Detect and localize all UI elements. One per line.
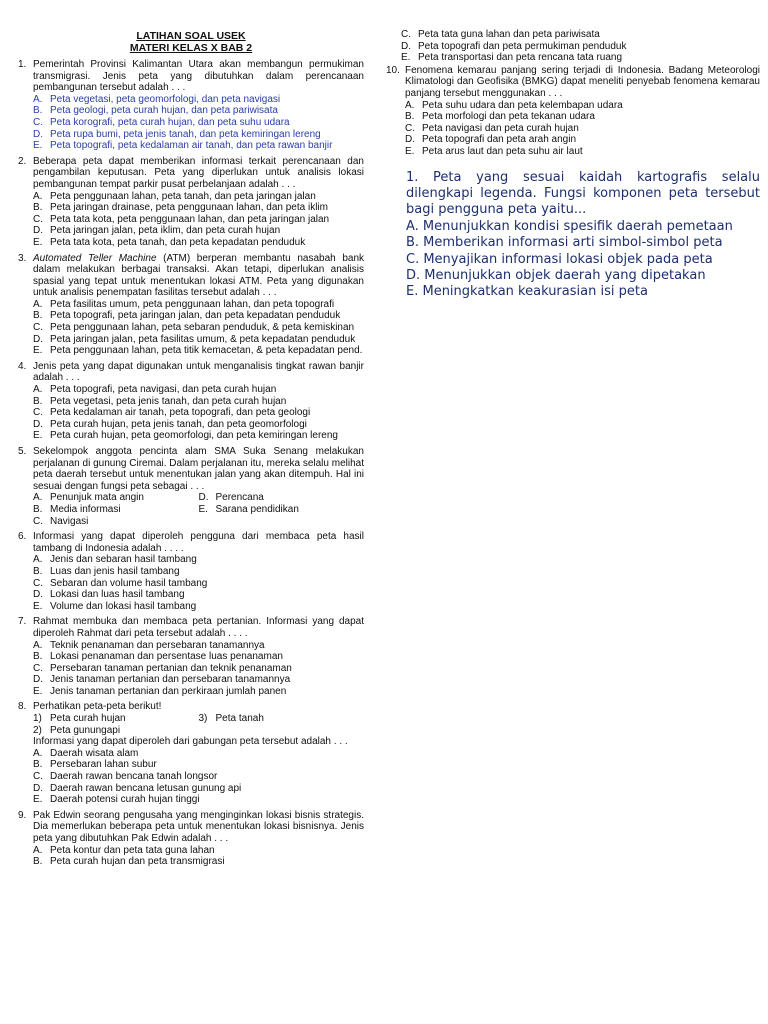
question-head bbox=[18, 446, 364, 492]
option-letter: A. bbox=[33, 384, 43, 396]
question-options bbox=[33, 384, 364, 442]
option-letter: A. bbox=[33, 298, 43, 310]
option-letter: B. bbox=[33, 310, 43, 322]
question-8 bbox=[18, 701, 364, 805]
subitem bbox=[199, 713, 365, 725]
extra-question-block bbox=[406, 170, 760, 301]
option-letter: B. bbox=[33, 759, 43, 771]
answer-option[interactable] bbox=[33, 601, 364, 613]
option-text: Peta jaringan drainase, peta penggunaan lahan, dan peta iklim bbox=[50, 202, 328, 214]
option-text: Peta topografi, peta kedalaman air tanah, dan peta rawan banjir bbox=[50, 140, 333, 152]
question-list bbox=[18, 59, 364, 868]
question-options bbox=[33, 191, 364, 249]
option-row bbox=[33, 516, 364, 528]
option-text: Peta kontur dan peta tata guna lahan bbox=[50, 844, 215, 856]
subitem-row bbox=[33, 725, 364, 737]
option-letter: D. bbox=[198, 492, 209, 504]
question-head bbox=[18, 616, 364, 639]
option-text: Sebaran dan volume hasil tambang bbox=[50, 577, 208, 589]
question-9-continued-options bbox=[401, 29, 760, 64]
question-number: 5. bbox=[18, 446, 27, 457]
option-letter: B. bbox=[33, 105, 43, 117]
option-letter: E. bbox=[33, 430, 43, 442]
answer-option[interactable] bbox=[199, 504, 365, 516]
question-text bbox=[33, 701, 364, 713]
option-letter: D. bbox=[33, 418, 43, 430]
subitem-number: 3) bbox=[198, 713, 208, 725]
answer-option[interactable] bbox=[33, 310, 364, 322]
question-text bbox=[33, 253, 364, 299]
option-letter: E. bbox=[405, 145, 415, 157]
option-text: Peta tata kota, peta penggunaan lahan, dan peta jaringan jalan bbox=[50, 213, 330, 225]
extra-answer-option[interactable]: A. Menunjukkan kondisi spesifik daerah pemetaan bbox=[406, 218, 733, 234]
option-letter: D. bbox=[401, 40, 411, 52]
subitem-number: 1) bbox=[33, 713, 42, 725]
option-text: Peta kedalaman air tanah, peta topografi, dan peta geologi bbox=[50, 407, 311, 419]
question-text bbox=[33, 156, 364, 191]
option-letter: E. bbox=[33, 140, 43, 152]
answer-option[interactable] bbox=[33, 516, 199, 528]
option-text: Peta vegetasi, peta jenis tanah, dan peta curah hujan bbox=[50, 395, 287, 407]
question-number: 4. bbox=[18, 360, 27, 372]
answer-option[interactable] bbox=[33, 140, 364, 152]
option-letter: D. bbox=[33, 333, 43, 345]
answer-option[interactable] bbox=[33, 492, 199, 504]
option-row bbox=[33, 504, 364, 516]
question-number: 3. bbox=[18, 252, 27, 264]
subitem bbox=[33, 725, 199, 737]
extra-answer-option[interactable]: B. Memberikan informasi arti simbol-simbol peta bbox=[406, 235, 723, 251]
question-text-body: Sekelompok anggota pencinta alam SMA Suka Senang melakukan perjalanan di gunung Ciremai. Dalam perjalanan itu, mereka selalu melihat peta daerah tersebut untuk menentukan jalan yang akan ditempuh. Hal ini sesuai dengan fungsi peta sebagai . . . bbox=[33, 446, 364, 492]
option-letter: A. bbox=[33, 492, 43, 504]
option-letter: C. bbox=[405, 122, 415, 134]
title-line-2: MATERI KELAS X BAB 2 bbox=[129, 42, 253, 54]
option-letter: B. bbox=[33, 565, 43, 577]
option-text: Peta penggunaan lahan, peta tanah, dan peta jaringan jalan bbox=[50, 190, 316, 202]
question-text-body: Beberapa peta dapat memberikan informasi terkait perencanaan dan pengambilan keputusan. Peta yang diperlukan untuk analisis lokasi pembangunan tempat parkir pusat perbelanjaan adalah . . . bbox=[33, 155, 364, 190]
answer-option[interactable] bbox=[33, 299, 364, 311]
question-number: 2. bbox=[18, 155, 27, 167]
answer-option[interactable] bbox=[33, 674, 364, 686]
option-text: Media informasi bbox=[50, 503, 121, 515]
answer-option[interactable] bbox=[33, 663, 364, 675]
title-line-1: LATIHAN SOAL USEK bbox=[136, 30, 246, 42]
question-options bbox=[33, 492, 364, 527]
option-text: Jenis dan sebaran hasil tambang bbox=[50, 554, 197, 566]
question-number: 7. bbox=[18, 616, 27, 628]
option-letter: C. bbox=[33, 116, 43, 128]
question-options bbox=[33, 748, 364, 806]
option-letter: E. bbox=[401, 52, 411, 64]
option-text: Perencana bbox=[215, 492, 264, 504]
option-letter: E. bbox=[33, 685, 43, 697]
answer-option[interactable] bbox=[33, 117, 364, 129]
answer-option[interactable] bbox=[401, 29, 760, 41]
question-text bbox=[33, 361, 364, 384]
answer-option[interactable] bbox=[33, 504, 199, 516]
option-text: Peta curah hujan dan peta transmigrasi bbox=[50, 856, 225, 868]
option-text: Persebaran tanaman pertanian dan teknik penanaman bbox=[50, 662, 292, 674]
option-letter: D. bbox=[33, 128, 43, 140]
question-text bbox=[33, 531, 364, 554]
question-7 bbox=[18, 616, 364, 697]
answer-option[interactable] bbox=[33, 640, 364, 652]
question-2 bbox=[18, 156, 364, 249]
option-letter: A. bbox=[33, 190, 43, 202]
option-text: Luas dan jenis hasil tambang bbox=[50, 565, 180, 577]
answer-option[interactable] bbox=[33, 237, 364, 249]
question-text-body: Informasi yang dapat diperoleh pengguna dari membaca peta hasil tambang di Indonesia adalah . . . . bbox=[33, 531, 364, 554]
option-letter: E. bbox=[33, 236, 43, 248]
subitem-number: 2) bbox=[33, 724, 42, 736]
option-letter: B. bbox=[405, 111, 415, 123]
answer-option[interactable] bbox=[33, 396, 364, 408]
subitem-row bbox=[33, 713, 364, 725]
question-text-body: Pak Edwin seorang pengusaha yang menginginkan lokasi bisnis strategis. Dia memerlukan beberapa peta untuk menentukan lokasi bisnisnya. Jenis peta yang dibutuhkan Pak Edwin adalah . . . bbox=[33, 809, 364, 844]
option-text: Jenis tanaman pertanian dan perkiraan jumlah panen bbox=[50, 685, 287, 697]
answer-option[interactable] bbox=[33, 225, 364, 237]
question-9 bbox=[18, 810, 364, 868]
question-text-body: Pemerintah Provinsi Kalimantan Utara akan membangun permukiman transmigrasi. Jenis peta yang dibutuhkan dalam perencanaan pembangunan tersebut adalah . . . bbox=[33, 59, 364, 94]
question-text bbox=[33, 810, 364, 845]
question-options bbox=[33, 640, 364, 698]
answer-option[interactable] bbox=[33, 322, 364, 334]
answer-option[interactable] bbox=[33, 589, 364, 601]
extra-question-options bbox=[406, 219, 760, 301]
answer-option[interactable] bbox=[405, 146, 760, 158]
option-letter: B. bbox=[33, 651, 43, 663]
option-letter: E. bbox=[198, 503, 208, 515]
option-text: Peta geologi, peta curah hujan, dan peta pariwisata bbox=[50, 105, 278, 117]
answer-option[interactable] bbox=[401, 52, 760, 64]
question-text-body: Jenis peta yang dapat digunakan untuk menganalisis tingkat rawan banjir adalah . . . bbox=[33, 360, 364, 384]
question-text bbox=[33, 616, 364, 639]
option-text: Navigasi bbox=[50, 515, 89, 527]
question-options bbox=[405, 100, 760, 158]
answer-option[interactable] bbox=[199, 492, 365, 504]
option-text: Daerah rawan bencana letusan gunung api bbox=[50, 782, 242, 794]
option-text: Peta korografi, peta curah hujan, dan peta suhu udara bbox=[50, 116, 290, 128]
answer-option[interactable] bbox=[405, 111, 760, 123]
subitem bbox=[33, 713, 199, 725]
question-text bbox=[33, 446, 364, 492]
question-text-body: Perhatikan peta-peta berikut! bbox=[33, 701, 162, 713]
left-column bbox=[18, 30, 364, 868]
answer-option[interactable] bbox=[33, 845, 364, 857]
answer-option[interactable] bbox=[33, 686, 364, 698]
option-text: Lokasi dan luas hasil tambang bbox=[50, 589, 185, 601]
option-text: Sarana pendidikan bbox=[215, 503, 299, 515]
answer-option[interactable] bbox=[33, 334, 364, 346]
option-letter: B. bbox=[33, 202, 43, 214]
option-text: Daerah rawan bencana tanah longsor bbox=[50, 771, 218, 783]
option-text: Lokasi penanaman dan persentase luas penanaman bbox=[50, 651, 283, 663]
answer-option[interactable] bbox=[33, 345, 364, 357]
subitem-text: Peta curah hujan bbox=[50, 713, 126, 725]
answer-option[interactable] bbox=[33, 759, 364, 771]
answer-option[interactable] bbox=[401, 41, 760, 53]
option-letter: E. bbox=[33, 345, 43, 357]
option-text: Jenis tanaman pertanian dan persebaran tanamannya bbox=[50, 674, 291, 686]
extra-answer-option[interactable]: C. Menyajikan informasi lokasi objek pada peta bbox=[406, 251, 713, 267]
extra-answer-option[interactable]: D. Menunjukkan objek daerah yang dipetakan bbox=[406, 267, 706, 283]
question-options bbox=[33, 299, 364, 357]
question-options bbox=[33, 94, 364, 152]
answer-option[interactable] bbox=[405, 134, 760, 146]
option-text: Peta topografi, peta jaringan jalan, dan peta kepadatan penduduk bbox=[50, 310, 341, 322]
option-letter: E. bbox=[33, 600, 43, 612]
answer-option[interactable] bbox=[33, 214, 364, 226]
answer-option[interactable] bbox=[33, 578, 364, 590]
option-letter: C. bbox=[33, 407, 43, 419]
answer-option[interactable] bbox=[33, 94, 364, 106]
option-text: Peta topografi dan peta arah angin bbox=[422, 134, 577, 146]
answer-option[interactable] bbox=[33, 191, 364, 203]
question-text-2: Informasi yang dapat diperoleh dari gabungan peta tersebut adalah . . . bbox=[33, 736, 348, 748]
answer-option[interactable] bbox=[33, 566, 364, 578]
question-10 bbox=[386, 65, 760, 158]
question-number: 1. bbox=[18, 59, 27, 70]
subitem-text: Peta tanah bbox=[215, 713, 264, 725]
question-text bbox=[33, 59, 364, 94]
answer-option[interactable] bbox=[33, 856, 364, 868]
option-letter: C. bbox=[33, 577, 43, 589]
option-letter: A. bbox=[33, 554, 43, 566]
question-head bbox=[18, 253, 364, 299]
option-letter: C. bbox=[33, 213, 43, 225]
option-text: Daerah wisata alam bbox=[50, 747, 139, 759]
answer-option[interactable] bbox=[33, 771, 364, 783]
option-text: Penunjuk mata angin bbox=[50, 492, 144, 504]
option-letter: D. bbox=[405, 134, 415, 146]
question-head bbox=[18, 531, 364, 554]
option-letter: D. bbox=[33, 782, 43, 794]
option-text: Peta tata kota, peta tanah, dan peta kepadatan penduduk bbox=[50, 236, 306, 248]
question-head bbox=[18, 361, 364, 384]
question-4 bbox=[18, 361, 364, 442]
answer-option[interactable] bbox=[33, 419, 364, 431]
extra-question-text: 1. Peta yang sesuai kaidah kartografis selalu dilengkapi legenda. Fungsi komponen peta tersebut bagi pengguna peta yaitu... bbox=[406, 169, 760, 218]
option-text: Peta penggunaan lahan, peta titik kemacetan, & peta kepadatan pend. bbox=[50, 345, 363, 357]
option-letter: C. bbox=[401, 29, 411, 40]
option-text: Peta jaringan jalan, peta fasilitas umum, & peta kepadatan penduduk bbox=[50, 333, 356, 345]
question-head bbox=[18, 59, 364, 94]
option-text: Peta curah hujan, peta jenis tanah, dan peta geomorfologi bbox=[50, 418, 307, 430]
answer-option[interactable] bbox=[33, 651, 364, 663]
answer-option[interactable] bbox=[33, 105, 364, 117]
answer-option[interactable] bbox=[33, 384, 364, 396]
option-letter: A. bbox=[33, 844, 43, 856]
option-letter: A. bbox=[33, 639, 43, 651]
option-letter: B. bbox=[33, 856, 43, 868]
question-number: 6. bbox=[18, 531, 27, 543]
option-text: Peta transportasi dan peta rencana tata ruang bbox=[418, 52, 623, 64]
question-number: 9. bbox=[18, 809, 27, 821]
answer-option[interactable] bbox=[405, 123, 760, 135]
option-text: Teknik penanaman dan persebaran tanamannya bbox=[50, 639, 265, 651]
option-letter: A. bbox=[33, 93, 43, 105]
option-letter: D. bbox=[33, 225, 43, 237]
option-letter: A. bbox=[33, 747, 43, 759]
question-1 bbox=[18, 59, 364, 152]
question-number: 10. bbox=[386, 64, 400, 76]
answer-option[interactable] bbox=[33, 783, 364, 795]
option-text: Peta morfologi dan peta tekanan udara bbox=[422, 111, 595, 123]
option-letter: D. bbox=[33, 589, 43, 601]
option-text: Peta penggunaan lahan, peta sebaran penduduk, & peta kemiskinan bbox=[50, 322, 355, 334]
option-letter: A. bbox=[405, 99, 415, 111]
question-6 bbox=[18, 531, 364, 612]
answer-option[interactable] bbox=[33, 794, 364, 806]
option-letter: C. bbox=[33, 322, 43, 334]
option-letter: C. bbox=[33, 771, 43, 783]
answer-option[interactable] bbox=[405, 100, 760, 112]
option-letter: E. bbox=[33, 794, 43, 806]
right-column bbox=[386, 29, 760, 301]
option-text: Peta fasilitas umum, peta penggunaan lahan, dan peta topografi bbox=[50, 298, 335, 310]
answer-option[interactable] bbox=[33, 430, 364, 442]
option-text: Persebaran lahan subur bbox=[50, 759, 157, 771]
answer-option[interactable] bbox=[33, 748, 364, 760]
option-letter: B. bbox=[33, 503, 43, 515]
option-text: Volume dan lokasi hasil tambang bbox=[50, 600, 197, 612]
option-letter: D. bbox=[33, 674, 43, 686]
option-text: Peta suhu udara dan peta kelembapan udara bbox=[422, 99, 623, 111]
extra-answer-option[interactable]: E. Meningkatkan keakurasian isi peta bbox=[406, 284, 648, 300]
option-letter: C. bbox=[33, 662, 43, 674]
answer-option[interactable] bbox=[33, 129, 364, 141]
question-5 bbox=[18, 446, 364, 527]
option-letter: C. bbox=[33, 515, 43, 527]
question-text-italic: Automated Teller Machine bbox=[33, 252, 157, 264]
question-head bbox=[18, 701, 364, 713]
option-letter: B. bbox=[33, 395, 43, 407]
option-text: Peta topografi, peta navigasi, dan peta curah hujan bbox=[50, 384, 277, 396]
question-3 bbox=[18, 253, 364, 357]
question-text-body: (ATM) berperan membantu nasabah bank dalam melakukan berbagai transaksi. Akan tetapi, diperlukan analisis spasial yang tepat untuk menentukan lokasi ATM. Peta yang digunakan untuk analisis penempatan fasilitas tersebut adalah . . . bbox=[33, 252, 365, 299]
question-number: 8. bbox=[18, 701, 27, 713]
question-options bbox=[33, 845, 364, 868]
question-options bbox=[33, 554, 364, 612]
answer-option[interactable] bbox=[33, 202, 364, 214]
option-text: Peta curah hujan, peta geomorfologi, dan peta kemiringan lereng bbox=[50, 430, 338, 442]
option-text: Daerah potensi curah hujan tinggi bbox=[50, 794, 200, 806]
subitem-text: Peta gunungapi bbox=[50, 724, 121, 736]
option-text: Peta vegetasi, peta geomorfologi, dan peta navigasi bbox=[50, 93, 281, 105]
question-text-body: Rahmat membuka dan membaca peta pertanian. Informasi yang dapat diperoleh Rahmat dari peta tersebut adalah . . . . bbox=[33, 616, 364, 639]
option-text: Peta tata guna lahan dan peta pariwisata bbox=[418, 29, 600, 40]
answer-option[interactable] bbox=[33, 554, 364, 566]
question-head bbox=[18, 156, 364, 191]
option-text: Peta rupa bumi, peta jenis tanah, dan peta kemiringan lereng bbox=[50, 128, 321, 140]
option-text: Peta topografi dan peta permukiman penduduk bbox=[418, 40, 627, 52]
option-row bbox=[33, 492, 364, 504]
question-subitems bbox=[33, 713, 364, 736]
option-text: Peta arus laut dan peta suhu air laut bbox=[422, 145, 583, 157]
option-text: Peta jaringan jalan, peta iklim, dan peta curah hujan bbox=[50, 225, 281, 237]
answer-option[interactable] bbox=[33, 407, 364, 419]
option-text: Peta navigasi dan peta curah hujan bbox=[422, 122, 579, 134]
question-head bbox=[18, 810, 364, 845]
question-text: Fenomena kemarau panjang sering terjadi di Indonesia. Badang Meteorologi Klimatologi dan Geofisika (BMKG) dapat meneliti penyebab fenomena kemarau panjang tersebut menggunakan . . . bbox=[405, 64, 760, 99]
